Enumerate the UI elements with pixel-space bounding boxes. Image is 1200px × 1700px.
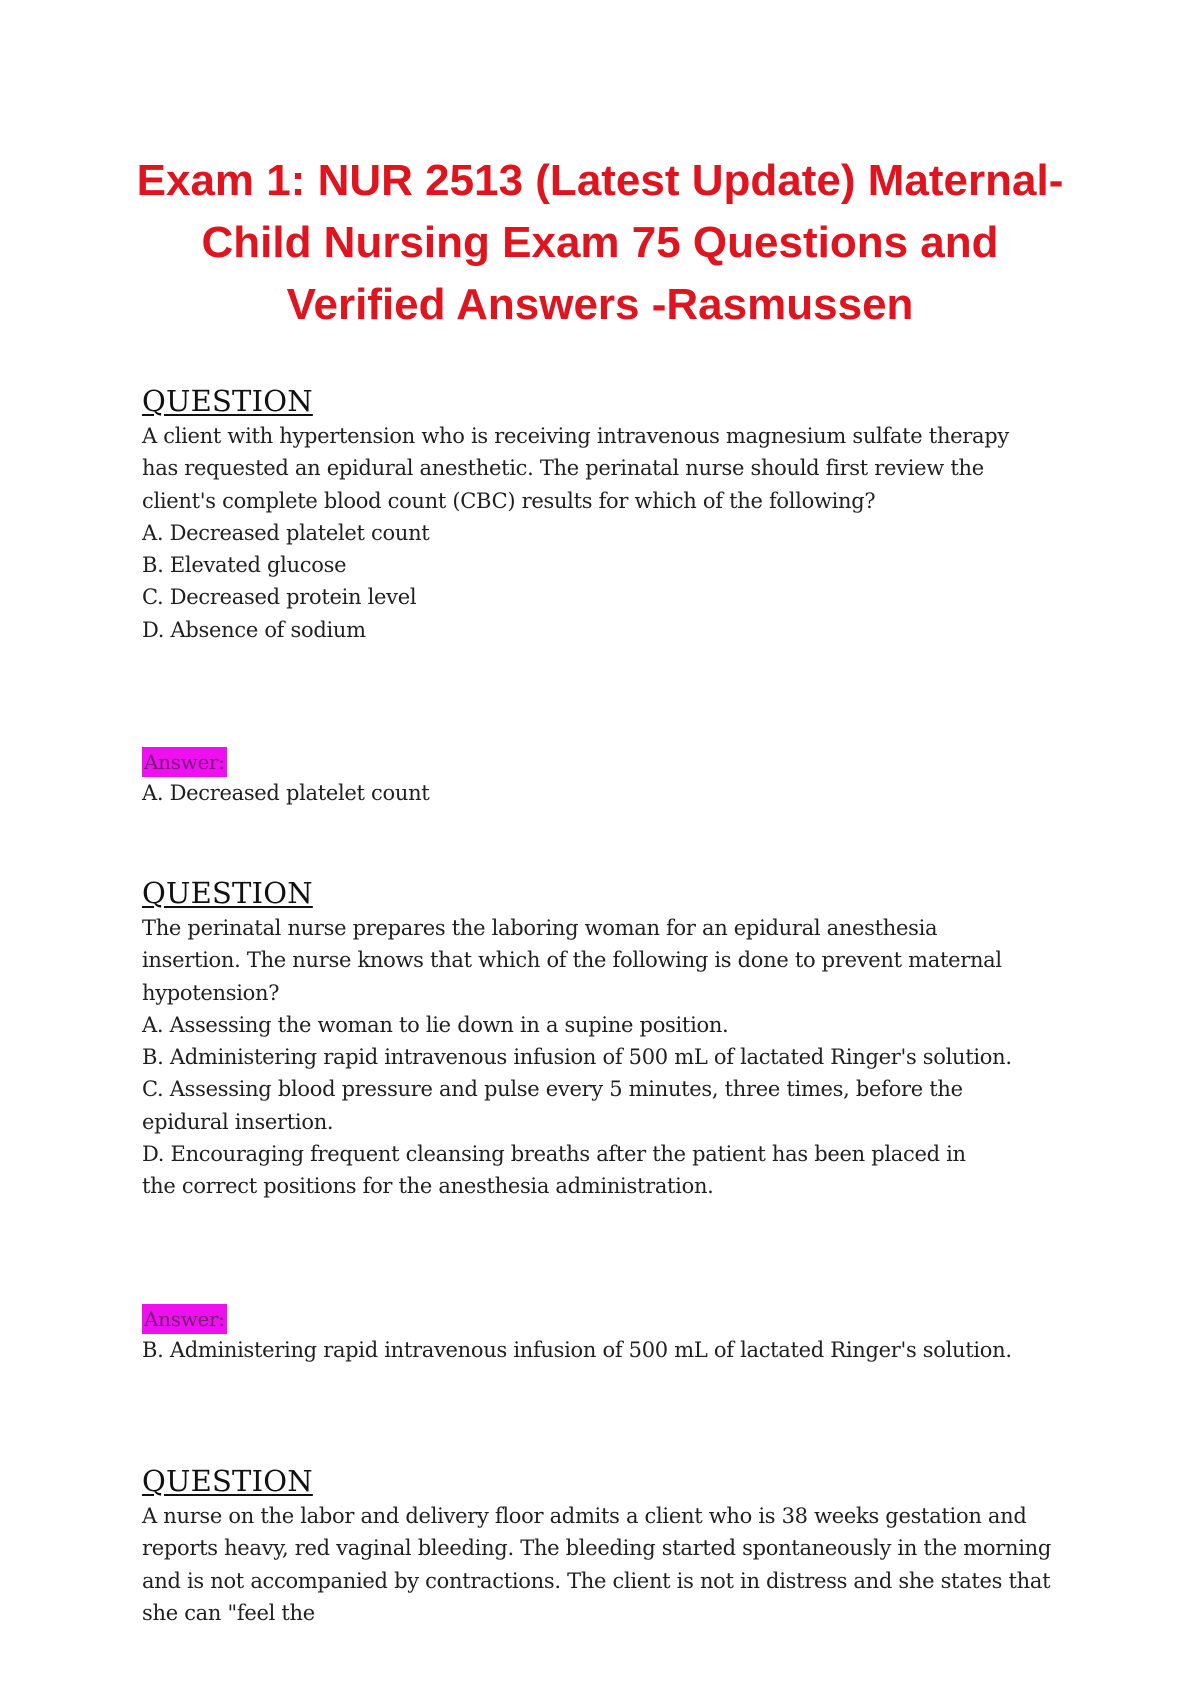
answer-text [142,777,1062,809]
question-line: has requested an epidural anesthetic. The perinatal nurse should first review the [142,456,984,481]
question-line: A nurse on the labor and delivery floor admits a client who is 38 weeks gestation and [142,1504,1027,1528]
option-a: A. Decreased platelet count [142,520,430,545]
answer-1 [142,747,1062,809]
question-1 [142,384,1062,646]
option-b: B. Elevated glucose [142,553,347,578]
answer-text [142,1334,1062,1366]
option-c: C. Assessing blood pressure and pulse every 5 minutes, three times, before the [142,1077,963,1102]
title-line: Exam 1: NUR 2513 (Latest Update) Maternal- [136,156,1064,205]
question-heading: QUESTION [142,1464,313,1498]
title-line: Child Nursing Exam 75 Questions and [201,218,999,267]
answer-label: Answer: [142,1304,227,1334]
question-3 [142,1464,1062,1629]
document-title [120,150,1080,336]
question-line: and is not accompanied by contractions. The client is not in distress and she states that [142,1568,1051,1593]
option-d: D. Encouraging frequent cleansing breaths after the patient has been placed in [142,1142,966,1167]
question-line: insertion. The nurse knows that which of the following is done to prevent maternal [142,948,1002,973]
option-d: D. Absence of sodium [142,617,366,642]
answer-label: Answer: [142,747,227,777]
option-c: C. Decreased protein level [142,585,417,610]
answer-line: B. Administering rapid intravenous infusion of 500 mL of lactated Ringer's solution. [142,1338,1012,1362]
answer-2 [142,1304,1062,1366]
question-line: The perinatal nurse prepares the laboring woman for an epidural anesthesia [142,916,938,940]
question-text [142,420,1062,646]
question-text [142,1500,1062,1629]
title-line: Verified Answers -Rasmussen [286,280,914,329]
question-line: A client with hypertension who is receiving intravenous magnesium sulfate therapy [142,424,1009,448]
question-line: hypotension? [142,980,280,1005]
question-line: reports heavy, red vaginal bleeding. The bleeding started spontaneously in the morning [142,1536,1051,1561]
option-c-continued: epidural insertion. [142,1109,334,1134]
answer-line: A. Decreased platelet count [142,781,430,805]
option-b: B. Administering rapid intravenous infusion of 500 mL of lactated Ringer's solution. [142,1045,1012,1070]
option-d-continued: the correct positions for the anesthesia administration. [142,1174,714,1199]
question-line: she can "feel the [142,1600,315,1625]
question-text [142,912,1062,1203]
option-a: A. Assessing the woman to lie down in a supine position. [142,1012,729,1037]
question-heading: QUESTION [142,384,313,418]
question-2 [142,876,1062,1203]
question-line: client's complete blood count (CBC) results for which of the following? [142,488,876,513]
question-heading: QUESTION [142,876,313,910]
